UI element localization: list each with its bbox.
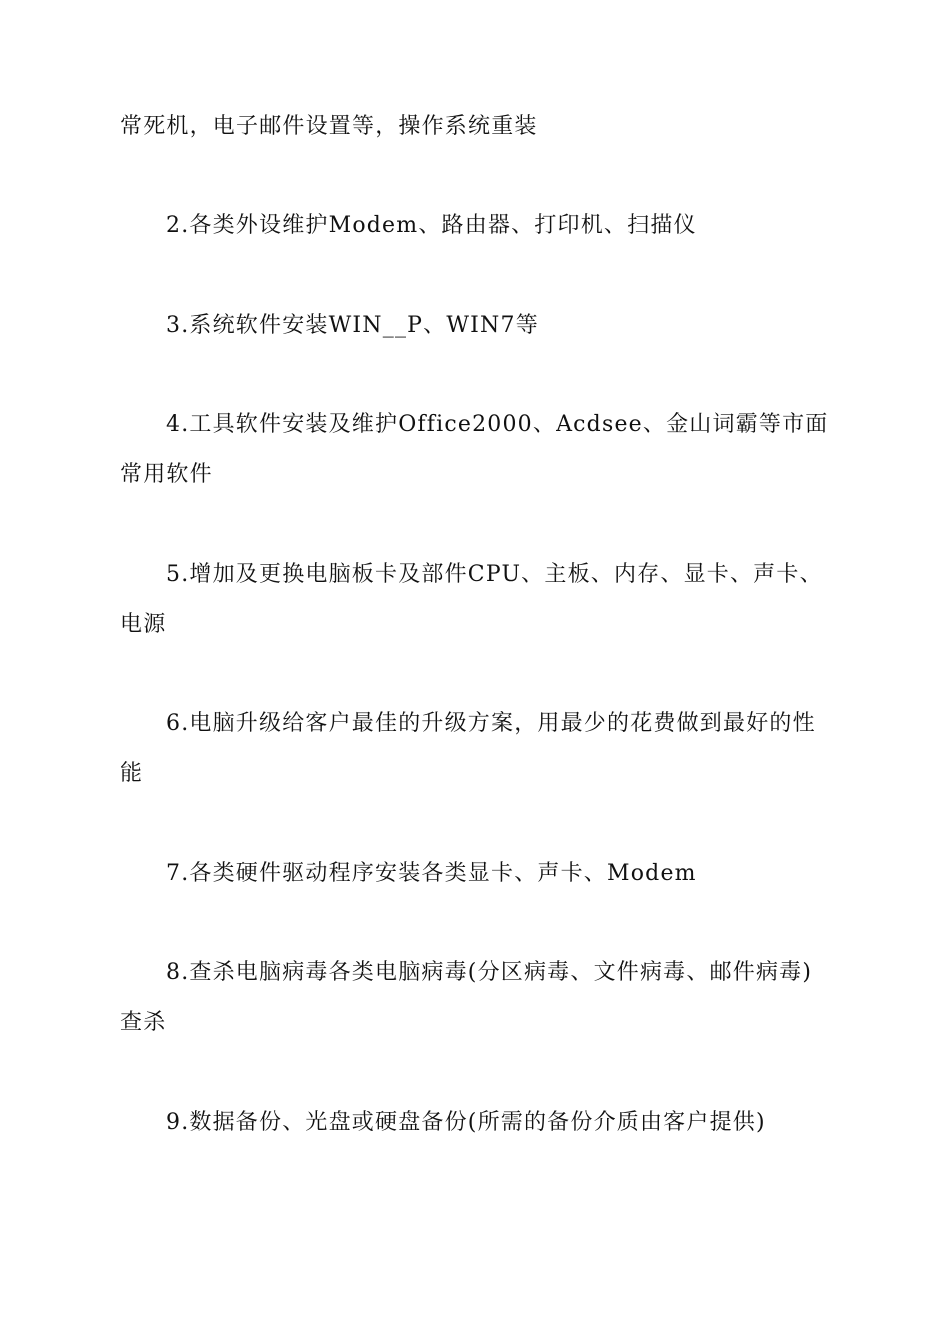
- list-item-7: 7.各类硬件驱动程序安装各类显卡、声卡、Modem: [166, 861, 697, 886]
- list-item-6: 6.电脑升级给客户最佳的升级方案，用最少的花费做到最好的性能: [120, 711, 816, 786]
- list-item-4: 4.工具软件安装及维护Office2000、Acdsee、金山词霸等市面常用软件: [120, 412, 829, 487]
- list-item-3: 3.系统软件安装WIN__P、WIN7等: [166, 313, 539, 338]
- list-item-9: 9.数据备份、光盘或硬盘备份(所需的备份介质由客户提供): [166, 1110, 766, 1135]
- list-item-2: 2.各类外设维护Modem、路由器、打印机、扫描仪: [166, 213, 697, 238]
- paragraph-continuation: 常死机，电子邮件设置等，操作系统重装: [120, 114, 538, 139]
- list-item-8: 8.查杀电脑病毒各类电脑病毒(分区病毒、文件病毒、邮件病毒)查杀: [120, 960, 813, 1035]
- list-item-5: 5.增加及更换电脑板卡及部件CPU、主板、内存、显卡、声卡、电源: [120, 562, 823, 637]
